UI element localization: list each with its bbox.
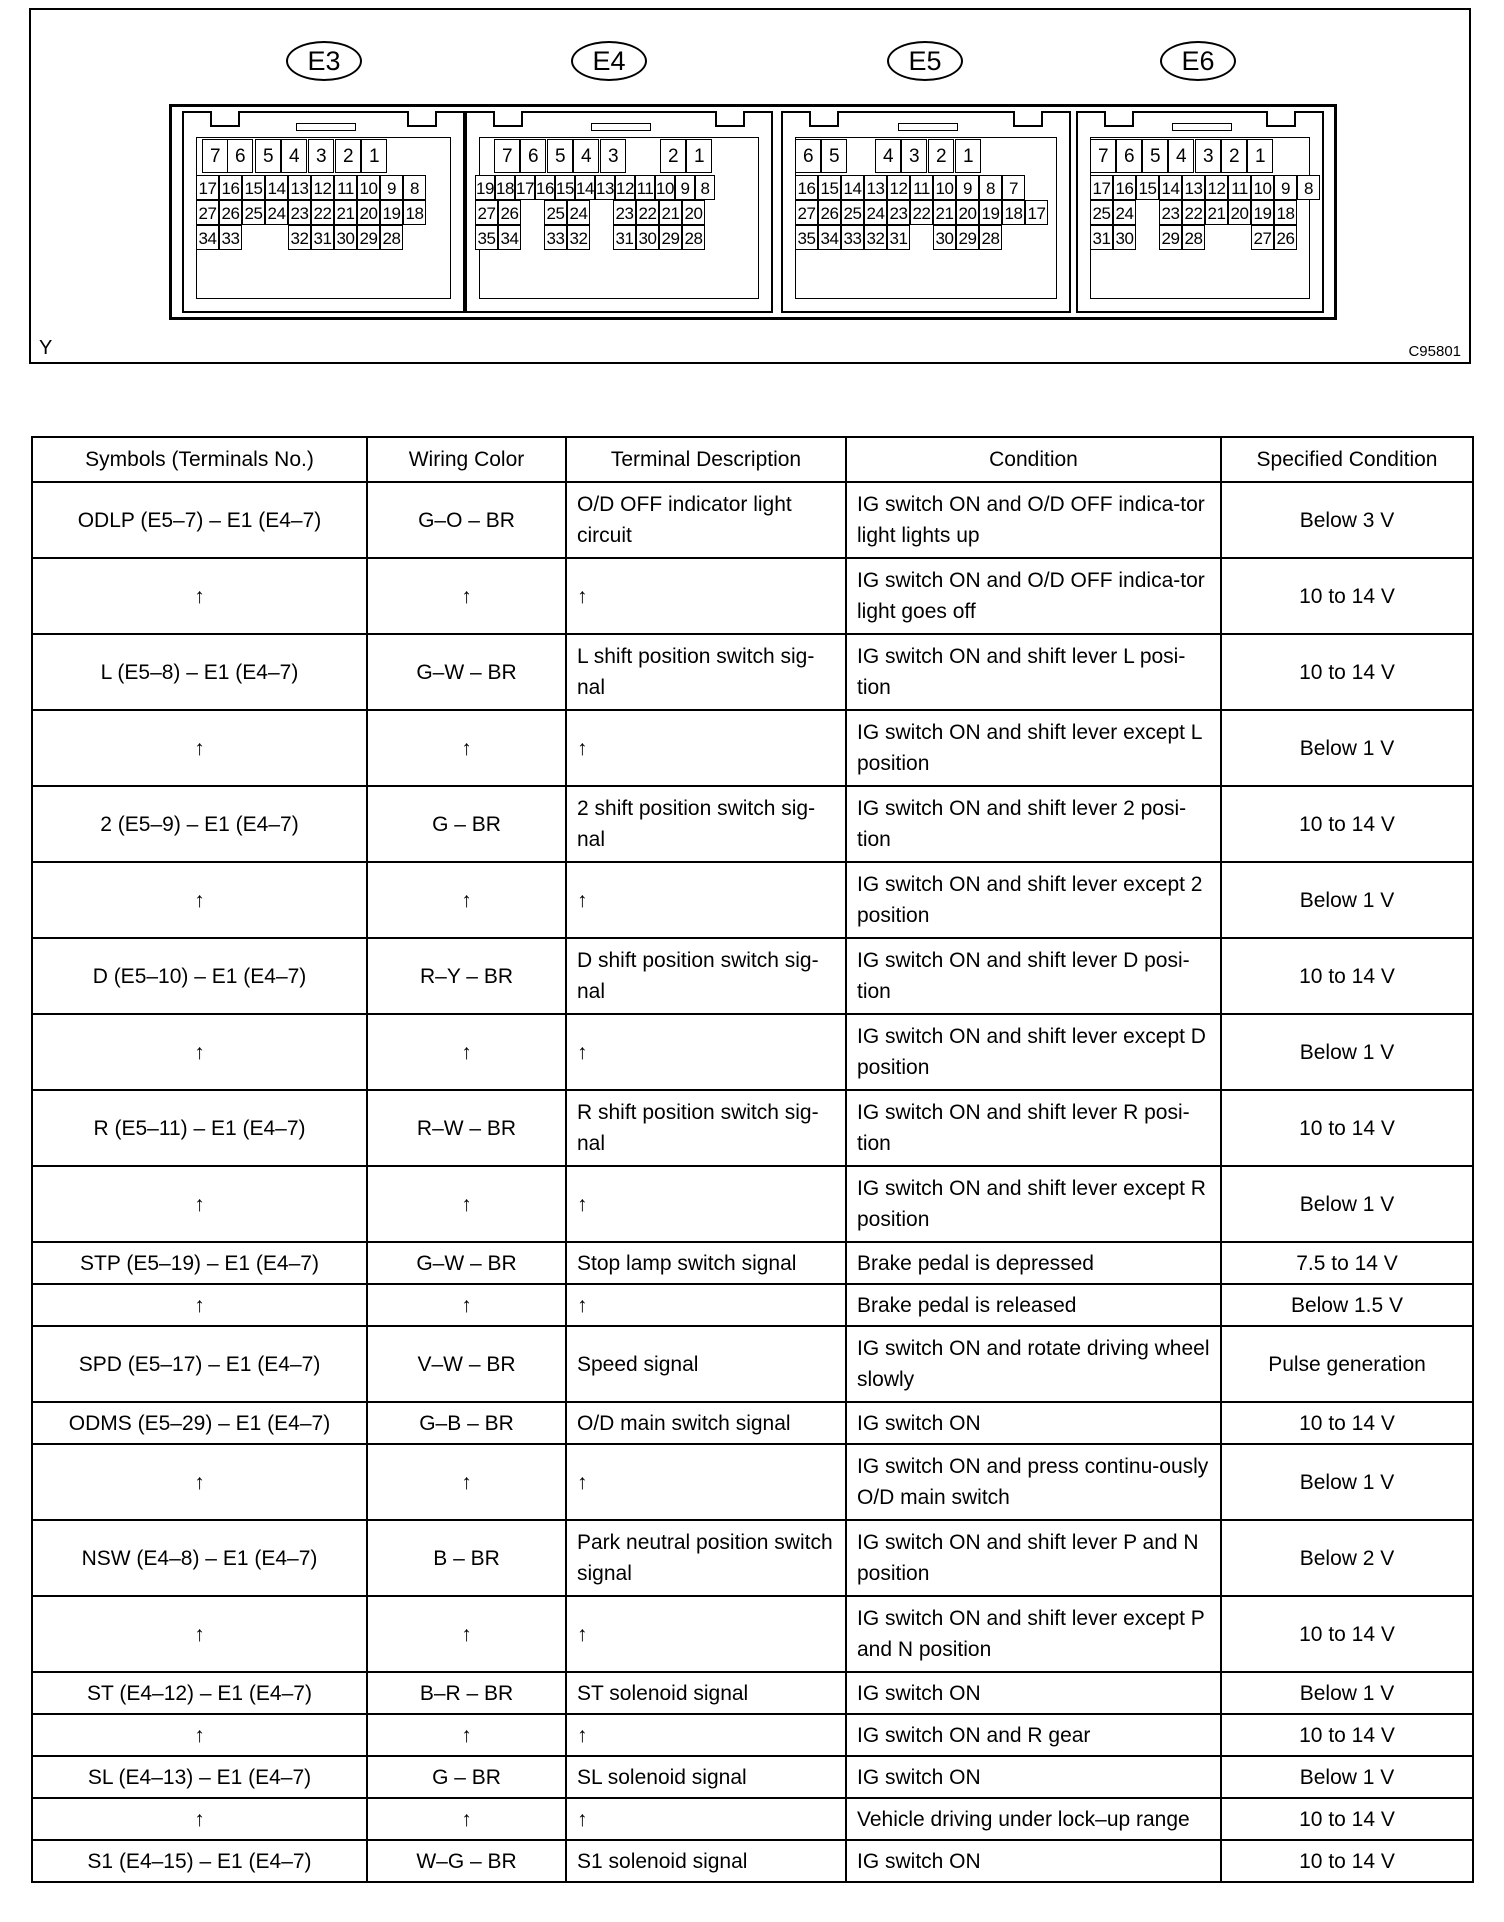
cell-condition: IG switch ON and shift lever P and N position — [846, 1520, 1221, 1596]
connector-pin: 34 — [196, 225, 219, 250]
table-row — [32, 558, 1473, 634]
table-row — [32, 938, 1473, 1014]
connector-pin: 14 — [575, 175, 595, 200]
table-row — [32, 1756, 1473, 1798]
connector-label-e6: E6 — [1160, 41, 1236, 81]
cell-description: ↑ — [566, 862, 846, 938]
connector-label-e3: E3 — [286, 41, 362, 81]
cell-symbol: ↑ — [32, 558, 367, 634]
cell-condition: IG switch ON — [846, 1672, 1221, 1714]
cell-wiring-color: R–W – BR — [367, 1090, 566, 1166]
connector-pin: 13 — [1182, 175, 1205, 200]
cell-description: ↑ — [566, 1596, 846, 1672]
connector-pin: 15 — [818, 175, 841, 200]
connector-pin: 2 — [1221, 139, 1247, 173]
connector-pin: 13 — [288, 175, 311, 200]
connector-pin: 19 — [979, 200, 1002, 225]
connector-pin: 21 — [933, 200, 956, 225]
connector-pin: 15 — [555, 175, 575, 200]
cell-wiring-color: G–W – BR — [367, 1242, 566, 1284]
connector-pin: 18 — [495, 175, 515, 200]
cell-condition: IG switch ON and shift lever 2 posi-tion — [846, 786, 1221, 862]
connector-pin: 7 — [494, 139, 520, 173]
table-row — [32, 1840, 1473, 1882]
cell-symbol: ↑ — [32, 1596, 367, 1672]
connector-pin: 9 — [956, 175, 979, 200]
header-condition: Condition — [846, 437, 1221, 482]
cell-symbol: S1 (E4–15) – E1 (E4–7) — [32, 1840, 367, 1882]
cell-description: D shift position switch sig-nal — [566, 938, 846, 1014]
connector-pin: 3 — [600, 139, 626, 173]
connector-pin: 26 — [818, 200, 841, 225]
cell-condition: IG switch ON and shift lever D posi-tion — [846, 938, 1221, 1014]
connector-pin: 9 — [380, 175, 403, 200]
cell-condition: Brake pedal is released — [846, 1284, 1221, 1326]
cell-symbol: SPD (E5–17) – E1 (E4–7) — [32, 1326, 367, 1402]
connector-pin: 12 — [887, 175, 910, 200]
table-row — [32, 1090, 1473, 1166]
connector-pin: 27 — [196, 200, 219, 225]
cell-description: O/D main switch signal — [566, 1402, 846, 1444]
cell-symbol: D (E5–10) – E1 (E4–7) — [32, 938, 367, 1014]
cell-description: R shift position switch sig-nal — [566, 1090, 846, 1166]
header-terminal-description: Terminal Description — [566, 437, 846, 482]
connector-pin: 18 — [403, 200, 426, 225]
cell-specified-condition: Below 1 V — [1221, 1672, 1473, 1714]
connector-pin: 13 — [595, 175, 615, 200]
connector-pin: 9 — [1274, 175, 1297, 200]
cell-symbol: ↑ — [32, 1798, 367, 1840]
table-row — [32, 1242, 1473, 1284]
cell-specified-condition: Below 1 V — [1221, 1444, 1473, 1520]
connector-pin: 34 — [498, 225, 521, 250]
cell-wiring-color: V–W – BR — [367, 1326, 566, 1402]
connector-pin: 20 — [682, 200, 705, 225]
connector-pin: 28 — [380, 225, 403, 250]
connector-pin: 16 — [1113, 175, 1136, 200]
cell-wiring-color: W–G – BR — [367, 1840, 566, 1882]
connector-pin: 29 — [357, 225, 380, 250]
connector-e6 — [1076, 111, 1324, 313]
connector-latch — [1104, 111, 1134, 127]
connector-pin: 28 — [979, 225, 1002, 250]
connector-pin: 17 — [1025, 200, 1048, 225]
cell-wiring-color: ↑ — [367, 1284, 566, 1326]
cell-symbol: ↑ — [32, 1284, 367, 1326]
cell-specified-condition: Below 2 V — [1221, 1520, 1473, 1596]
cell-wiring-color: G–B – BR — [367, 1402, 566, 1444]
table-row — [32, 1014, 1473, 1090]
connector-pin: 7 — [1002, 175, 1025, 200]
connector-pin: 15 — [1136, 175, 1159, 200]
connector-pin: 11 — [910, 175, 933, 200]
connector-pin: 5 — [255, 139, 281, 173]
connector-pin: 16 — [219, 175, 242, 200]
connector-latch — [493, 111, 523, 127]
cell-description: S1 solenoid signal — [566, 1840, 846, 1882]
connector-pin: 8 — [403, 175, 426, 200]
cell-symbol: SL (E4–13) – E1 (E4–7) — [32, 1756, 367, 1798]
header-specified-condition: Specified Condition — [1221, 437, 1473, 482]
connector-pin: 5 — [1142, 139, 1168, 173]
cell-specified-condition: 10 to 14 V — [1221, 1402, 1473, 1444]
table-row — [32, 1326, 1473, 1402]
connector-pin: 23 — [288, 200, 311, 225]
connector-e3 — [182, 111, 465, 313]
connector-pin: 24 — [265, 200, 288, 225]
cell-specified-condition: 10 to 14 V — [1221, 1840, 1473, 1882]
cell-specified-condition: Below 1.5 V — [1221, 1284, 1473, 1326]
cell-specified-condition: 10 to 14 V — [1221, 786, 1473, 862]
cell-symbol: L (E5–8) – E1 (E4–7) — [32, 634, 367, 710]
terminal-spec-table — [31, 436, 1474, 1883]
connector-pin: 9 — [675, 175, 695, 200]
connector-label-e4: E4 — [571, 41, 647, 81]
connector-pin: 32 — [864, 225, 887, 250]
cell-description: 2 shift position switch sig-nal — [566, 786, 846, 862]
cell-symbol: ODMS (E5–29) – E1 (E4–7) — [32, 1402, 367, 1444]
connector-pin: 18 — [1274, 200, 1297, 225]
connector-pin: 8 — [695, 175, 715, 200]
connector-pin: 8 — [979, 175, 1002, 200]
connector-latch — [809, 111, 839, 127]
connector-pin: 28 — [682, 225, 705, 250]
connector-pin: 11 — [635, 175, 655, 200]
cell-condition: IG switch ON — [846, 1402, 1221, 1444]
cell-condition: IG switch ON and shift lever L posi-tion — [846, 634, 1221, 710]
connector-pin: 10 — [357, 175, 380, 200]
connector-pin: 21 — [334, 200, 357, 225]
cell-specified-condition: 7.5 to 14 V — [1221, 1242, 1473, 1284]
cell-wiring-color: G – BR — [367, 1756, 566, 1798]
connector-pin: 10 — [933, 175, 956, 200]
connector-pin: 6 — [227, 139, 253, 173]
connector-pin: 1 — [955, 139, 981, 173]
header-wiring-color: Wiring Color — [367, 437, 566, 482]
table-row — [32, 1596, 1473, 1672]
cell-condition: IG switch ON and O/D OFF indica-tor light lights up — [846, 482, 1221, 558]
connector-pin: 3 — [308, 139, 334, 173]
cell-wiring-color: ↑ — [367, 862, 566, 938]
connector-pin: 11 — [334, 175, 357, 200]
cell-symbol: ↑ — [32, 1166, 367, 1242]
connector-label-e5: E5 — [887, 41, 963, 81]
cell-condition: IG switch ON — [846, 1840, 1221, 1882]
connector-latch — [1013, 111, 1043, 127]
cell-condition: IG switch ON and R gear — [846, 1714, 1221, 1756]
connector-pin: 22 — [1182, 200, 1205, 225]
connector-pin: 16 — [535, 175, 555, 200]
connector-pin: 19 — [475, 175, 495, 200]
cell-symbol: ↑ — [32, 862, 367, 938]
connector-pin: 10 — [655, 175, 675, 200]
cell-condition: IG switch ON and press continu-ously O/D main switch — [846, 1444, 1221, 1520]
connector-pin: 15 — [242, 175, 265, 200]
connector-pin: 13 — [864, 175, 887, 200]
cell-description: ↑ — [566, 1714, 846, 1756]
cell-symbol: STP (E5–19) – E1 (E4–7) — [32, 1242, 367, 1284]
connector-pin: 5 — [547, 139, 573, 173]
cell-symbol: ↑ — [32, 710, 367, 786]
connector-pin: 26 — [1274, 225, 1297, 250]
connector-pin: 24 — [864, 200, 887, 225]
connector-pin: 25 — [841, 200, 864, 225]
cell-condition: IG switch ON and shift lever R posi-tion — [846, 1090, 1221, 1166]
connector-latch — [407, 111, 437, 127]
table-row — [32, 1284, 1473, 1326]
cell-specified-condition: Pulse generation — [1221, 1326, 1473, 1402]
cell-description: ↑ — [566, 1798, 846, 1840]
cell-condition: Vehicle driving under lock–up range — [846, 1798, 1221, 1840]
connector-pin: 2 — [335, 139, 361, 173]
connector-pin: 3 — [1195, 139, 1221, 173]
table-row — [32, 1798, 1473, 1840]
connector-pin: 4 — [281, 139, 307, 173]
connector-pin: 27 — [1251, 225, 1274, 250]
cell-symbol: NSW (E4–8) – E1 (E4–7) — [32, 1520, 367, 1596]
cell-wiring-color: G – BR — [367, 786, 566, 862]
connector-pin: 23 — [887, 200, 910, 225]
cell-wiring-color: ↑ — [367, 710, 566, 786]
table-row — [32, 862, 1473, 938]
connector-pin: 33 — [544, 225, 567, 250]
connector-pin: 33 — [219, 225, 242, 250]
connector-pin: 12 — [311, 175, 334, 200]
connector-pin: 21 — [1205, 200, 1228, 225]
cell-symbol: 2 (E5–9) – E1 (E4–7) — [32, 786, 367, 862]
cell-wiring-color: G–O – BR — [367, 482, 566, 558]
connector-pin: 26 — [498, 200, 521, 225]
cell-wiring-color: B–R – BR — [367, 1672, 566, 1714]
cell-specified-condition: 10 to 14 V — [1221, 634, 1473, 710]
cell-symbol: ST (E4–12) – E1 (E4–7) — [32, 1672, 367, 1714]
cell-symbol: ↑ — [32, 1444, 367, 1520]
connector-pin: 29 — [956, 225, 979, 250]
connector-e4 — [465, 111, 773, 313]
cell-specified-condition: 10 to 14 V — [1221, 1798, 1473, 1840]
connector-pin: 31 — [613, 225, 636, 250]
cell-condition: IG switch ON and shift lever except D position — [846, 1014, 1221, 1090]
connector-pin: 22 — [311, 200, 334, 225]
connector-diagram — [29, 8, 1471, 364]
connector-pin: 24 — [567, 200, 590, 225]
connector-pin: 2 — [928, 139, 954, 173]
connector-latch — [715, 111, 745, 127]
diagram-corner-label: Y — [39, 337, 53, 359]
connector-pin: 29 — [659, 225, 682, 250]
connector-pin: 12 — [1205, 175, 1228, 200]
table-row — [32, 634, 1473, 710]
table-body — [32, 482, 1473, 1882]
cell-wiring-color: ↑ — [367, 1444, 566, 1520]
connector-pin: 30 — [1113, 225, 1136, 250]
connector-pin: 4 — [573, 139, 599, 173]
connector-pin: 26 — [219, 200, 242, 225]
connector-pin: 18 — [1002, 200, 1025, 225]
cell-specified-condition: Below 1 V — [1221, 862, 1473, 938]
cell-wiring-color: G–W – BR — [367, 634, 566, 710]
connector-pin: 32 — [567, 225, 590, 250]
cell-condition: IG switch ON and shift lever except L position — [846, 710, 1221, 786]
cell-wiring-color: B – BR — [367, 1520, 566, 1596]
cell-description: ↑ — [566, 1014, 846, 1090]
connector-pin: 7 — [1090, 139, 1116, 173]
table-row — [32, 1672, 1473, 1714]
table-header-row — [32, 437, 1473, 482]
connector-pin: 21 — [659, 200, 682, 225]
header-symbols: Symbols (Terminals No.) — [32, 437, 367, 482]
cell-wiring-color: ↑ — [367, 1596, 566, 1672]
cell-description: SL solenoid signal — [566, 1756, 846, 1798]
cell-description: Speed signal — [566, 1326, 846, 1402]
connector-pin: 34 — [818, 225, 841, 250]
cell-description: ↑ — [566, 1284, 846, 1326]
connector-pin: 29 — [1159, 225, 1182, 250]
cell-condition: IG switch ON and rotate driving wheel slowly — [846, 1326, 1221, 1402]
cell-symbol: ↑ — [32, 1714, 367, 1756]
cell-symbol: ODLP (E5–7) – E1 (E4–7) — [32, 482, 367, 558]
cell-specified-condition: Below 1 V — [1221, 710, 1473, 786]
connector-pin: 14 — [265, 175, 288, 200]
connector-pin: 31 — [887, 225, 910, 250]
cell-description: ↑ — [566, 1166, 846, 1242]
table-row — [32, 1166, 1473, 1242]
connector-pin: 32 — [288, 225, 311, 250]
connector-pin: 19 — [380, 200, 403, 225]
connector-pin: 17 — [1090, 175, 1113, 200]
connector-pin: 25 — [544, 200, 567, 225]
connector-pin: 20 — [1228, 200, 1251, 225]
connector-key — [898, 123, 958, 131]
cell-wiring-color: ↑ — [367, 1714, 566, 1756]
cell-specified-condition: 10 to 14 V — [1221, 1090, 1473, 1166]
cell-wiring-color: ↑ — [367, 558, 566, 634]
cell-specified-condition: 10 to 14 V — [1221, 938, 1473, 1014]
connector-pin: 25 — [242, 200, 265, 225]
cell-description: ↑ — [566, 1444, 846, 1520]
connector-pin: 6 — [795, 139, 821, 173]
connector-pin: 27 — [795, 200, 818, 225]
cell-wiring-color: ↑ — [367, 1014, 566, 1090]
cell-condition: IG switch ON and O/D OFF indica-tor light goes off — [846, 558, 1221, 634]
cell-description: ↑ — [566, 710, 846, 786]
connector-pin: 27 — [475, 200, 498, 225]
cell-description: Stop lamp switch signal — [566, 1242, 846, 1284]
cell-description: ST solenoid signal — [566, 1672, 846, 1714]
connector-pin: 1 — [1247, 139, 1273, 173]
connector-pin: 19 — [1251, 200, 1274, 225]
connector-pin: 14 — [1159, 175, 1182, 200]
table-row — [32, 482, 1473, 558]
connector-pin: 33 — [841, 225, 864, 250]
connector-pin: 23 — [1159, 200, 1182, 225]
connector-pin: 23 — [613, 200, 636, 225]
cell-specified-condition: 10 to 14 V — [1221, 558, 1473, 634]
table-row — [32, 1520, 1473, 1596]
figure-code: C95801 — [1408, 343, 1461, 360]
connector-pin: 6 — [1116, 139, 1142, 173]
connector-pin: 24 — [1113, 200, 1136, 225]
connector-e5 — [781, 111, 1071, 313]
cell-description: Park neutral position switch signal — [566, 1520, 846, 1596]
connector-pin: 17 — [196, 175, 219, 200]
cell-wiring-color: R–Y – BR — [367, 938, 566, 1014]
connector-key — [1172, 123, 1232, 131]
connector-pin: 6 — [520, 139, 546, 173]
connector-pin: 20 — [357, 200, 380, 225]
cell-symbol: ↑ — [32, 1014, 367, 1090]
cell-description: O/D OFF indicator light circuit — [566, 482, 846, 558]
cell-specified-condition: 10 to 14 V — [1221, 1714, 1473, 1756]
cell-description: ↑ — [566, 558, 846, 634]
connector-pin: 4 — [1168, 139, 1194, 173]
connector-pin: 11 — [1228, 175, 1251, 200]
connector-pin: 20 — [956, 200, 979, 225]
cell-condition: IG switch ON and shift lever except R position — [846, 1166, 1221, 1242]
cell-specified-condition: Below 1 V — [1221, 1756, 1473, 1798]
connector-pin: 16 — [795, 175, 818, 200]
connector-pin: 14 — [841, 175, 864, 200]
connector-pin: 4 — [875, 139, 901, 173]
connector-pin: 28 — [1182, 225, 1205, 250]
connector-pin: 30 — [933, 225, 956, 250]
cell-specified-condition: Below 3 V — [1221, 482, 1473, 558]
connector-pin: 30 — [334, 225, 357, 250]
connector-latch — [1266, 111, 1296, 127]
cell-condition: IG switch ON and shift lever except 2 position — [846, 862, 1221, 938]
connector-pin: 31 — [1090, 225, 1113, 250]
ecu-connector-housing — [169, 104, 1337, 320]
table-row — [32, 1444, 1473, 1520]
connector-pin: 35 — [475, 225, 498, 250]
cell-condition: IG switch ON — [846, 1756, 1221, 1798]
connector-pin: 17 — [515, 175, 535, 200]
connector-pin: 3 — [901, 139, 927, 173]
connector-pin: 22 — [636, 200, 659, 225]
cell-specified-condition: Below 1 V — [1221, 1166, 1473, 1242]
connector-key — [296, 123, 356, 131]
cell-symbol: R (E5–11) – E1 (E4–7) — [32, 1090, 367, 1166]
connector-pin: 30 — [636, 225, 659, 250]
cell-specified-condition: Below 1 V — [1221, 1014, 1473, 1090]
connector-pin: 22 — [910, 200, 933, 225]
connector-pin: 8 — [1297, 175, 1320, 200]
connector-pin: 1 — [361, 139, 387, 173]
connector-key — [591, 123, 651, 131]
connector-pin: 35 — [795, 225, 818, 250]
cell-condition: Brake pedal is depressed — [846, 1242, 1221, 1284]
connector-pin: 7 — [202, 139, 228, 173]
connector-pin: 5 — [821, 139, 847, 173]
connector-pin: 31 — [311, 225, 334, 250]
cell-description: L shift position switch sig-nal — [566, 634, 846, 710]
cell-condition: IG switch ON and shift lever except P and N position — [846, 1596, 1221, 1672]
connector-pin: 25 — [1090, 200, 1113, 225]
connector-pin: 12 — [615, 175, 635, 200]
connector-latch — [210, 111, 240, 127]
cell-wiring-color: ↑ — [367, 1798, 566, 1840]
table-row — [32, 1714, 1473, 1756]
connector-pin: 1 — [686, 139, 712, 173]
cell-specified-condition: 10 to 14 V — [1221, 1596, 1473, 1672]
table-row — [32, 786, 1473, 862]
connector-pin: 2 — [660, 139, 686, 173]
table-row — [32, 1402, 1473, 1444]
table-row — [32, 710, 1473, 786]
connector-pin: 10 — [1251, 175, 1274, 200]
cell-wiring-color: ↑ — [367, 1166, 566, 1242]
